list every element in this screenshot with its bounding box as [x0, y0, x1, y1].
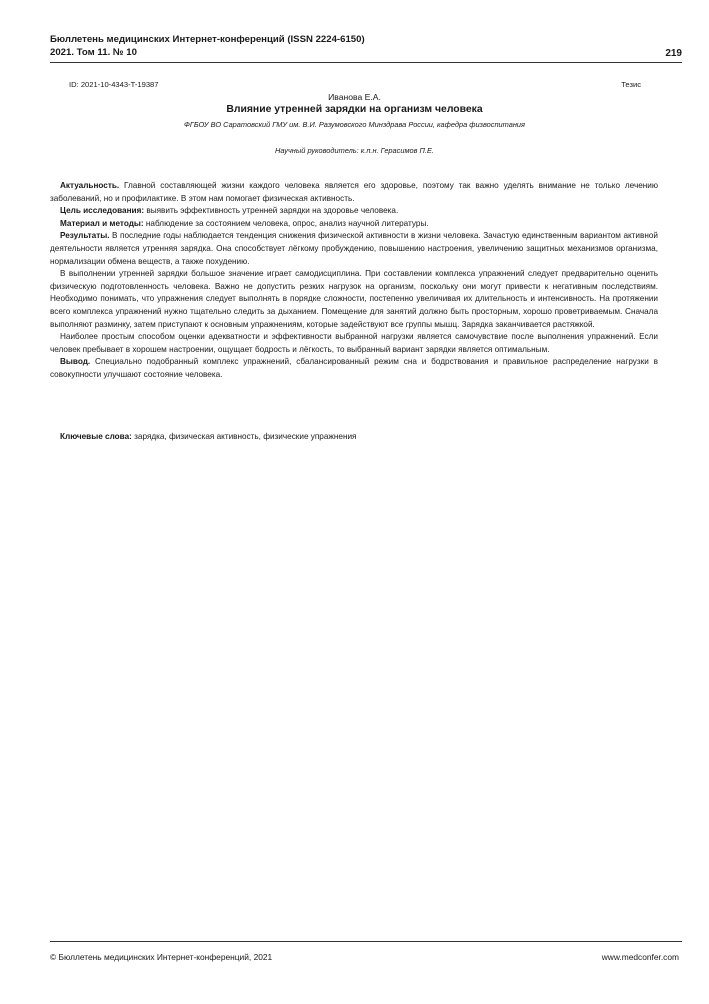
header-divider — [50, 62, 682, 63]
conclusion-label: Вывод. — [60, 357, 91, 367]
relevance-label: Актуальность. — [60, 181, 120, 190]
conclusion-paragraph — [50, 356, 658, 381]
aim-paragraph — [50, 205, 658, 218]
footer-divider — [50, 941, 682, 942]
article-type: Тезис — [621, 80, 641, 89]
results-label: Результаты. — [60, 231, 110, 241]
article-author: Иванова Е.А. — [328, 92, 381, 102]
keywords-line — [50, 431, 658, 444]
journal-header — [50, 33, 682, 59]
article-id: ID: 2021-10-4343-T-19387 — [69, 80, 159, 89]
methods-text: наблюдение за состоянием человека, опрос, анализ научной литературы. — [143, 218, 429, 228]
keywords-label: Ключевые слова: — [60, 432, 132, 441]
keywords-text: зарядка, физическая активность, физические упражнения — [131, 432, 357, 441]
journal-title: Бюллетень медицинских Интернет-конференций (ISSN 2224-6150) — [50, 34, 365, 45]
issue-info: 2021. Том 11. № 10 — [50, 47, 137, 58]
results-paragraph-2: В выполнении утренней зарядки большое значение играет самодисциплина. При составлении комплекса упражнений следует предварительно оценить физическую подготовленность человека. Важно не допустить резких нагрузок на организм, поскольку они могут привести к негативным последствиям. Необходимо понимать, что упражнения следует выполнять в порядке сложности, постепенно увеличивая их длительность и интенсивность. На протяжении всего комплекса упражнений нужно тщательно следить за дыханием. Помещение для занятий должно быть просторным, хорошо проветриваемым. Сначала выполняют разминку, затем приступают к основным упражнениям, которые задействуют все группы мышц. Зарядка заканчивается растяжкой. — [50, 269, 658, 329]
relevance-paragraph — [50, 180, 658, 205]
aim-text: выявить эффективность утренней зарядки на здоровье человека. — [144, 206, 399, 216]
results-text: В последние годы наблюдается тенденция снижения физической активности в жизни человека. Зачастую единственным вариантом активной деятельности является утренняя зарядка. Она способствует лёгкому пробуждению, повышению настроения, увеличению защитных механизмов организма, нормализации обмена веществ, а также похудению. — [50, 231, 658, 266]
article-affiliation: ФГБОУ ВО Саратовский ГМУ им. В.И. Разумовского Минздрава России, кафедра физвоспитания — [184, 120, 525, 129]
relevance-text: Главной составляющей жизни каждого человека является его здоровье, поэтому так важно уделять внимание не только лечению заболеваний, но и профилактике. В этом нам помогает физическая активность. — [50, 181, 658, 203]
methods-label: Материал и методы: — [60, 218, 144, 228]
aim-label: Цель исследования: — [60, 206, 145, 216]
article-body — [50, 180, 658, 382]
article-meta — [69, 80, 641, 89]
article-supervisor: Научный руководитель: к.п.н. Герасимов П.Е. — [275, 146, 434, 155]
results-paragraph-3: Наиболее простым способом оценки адекватности и эффективности выбранной нагрузки является самочувствие после выполнения упражнений. Если человек пребывает в хорошем настроении, ощущает бодрость и лёгкость, то выбранный вариант зарядки является оптимальным. — [50, 332, 658, 354]
footer-website: www.medconfer.com — [601, 952, 679, 962]
results-paragraph — [50, 230, 658, 268]
page-number: 219 — [665, 48, 682, 59]
methods-paragraph — [50, 218, 658, 231]
conclusion-text: Специально подобранный комплекс упражнений, сбалансированный режим сна и бодрствования и правильное распределение нагрузки в совокупности улучшают состояние человека. — [50, 357, 658, 379]
article-title: Влияние утренней зарядки на организм человека — [226, 104, 483, 115]
footer-copyright: © Бюллетень медицинских Интернет-конференций, 2021 — [50, 952, 273, 962]
